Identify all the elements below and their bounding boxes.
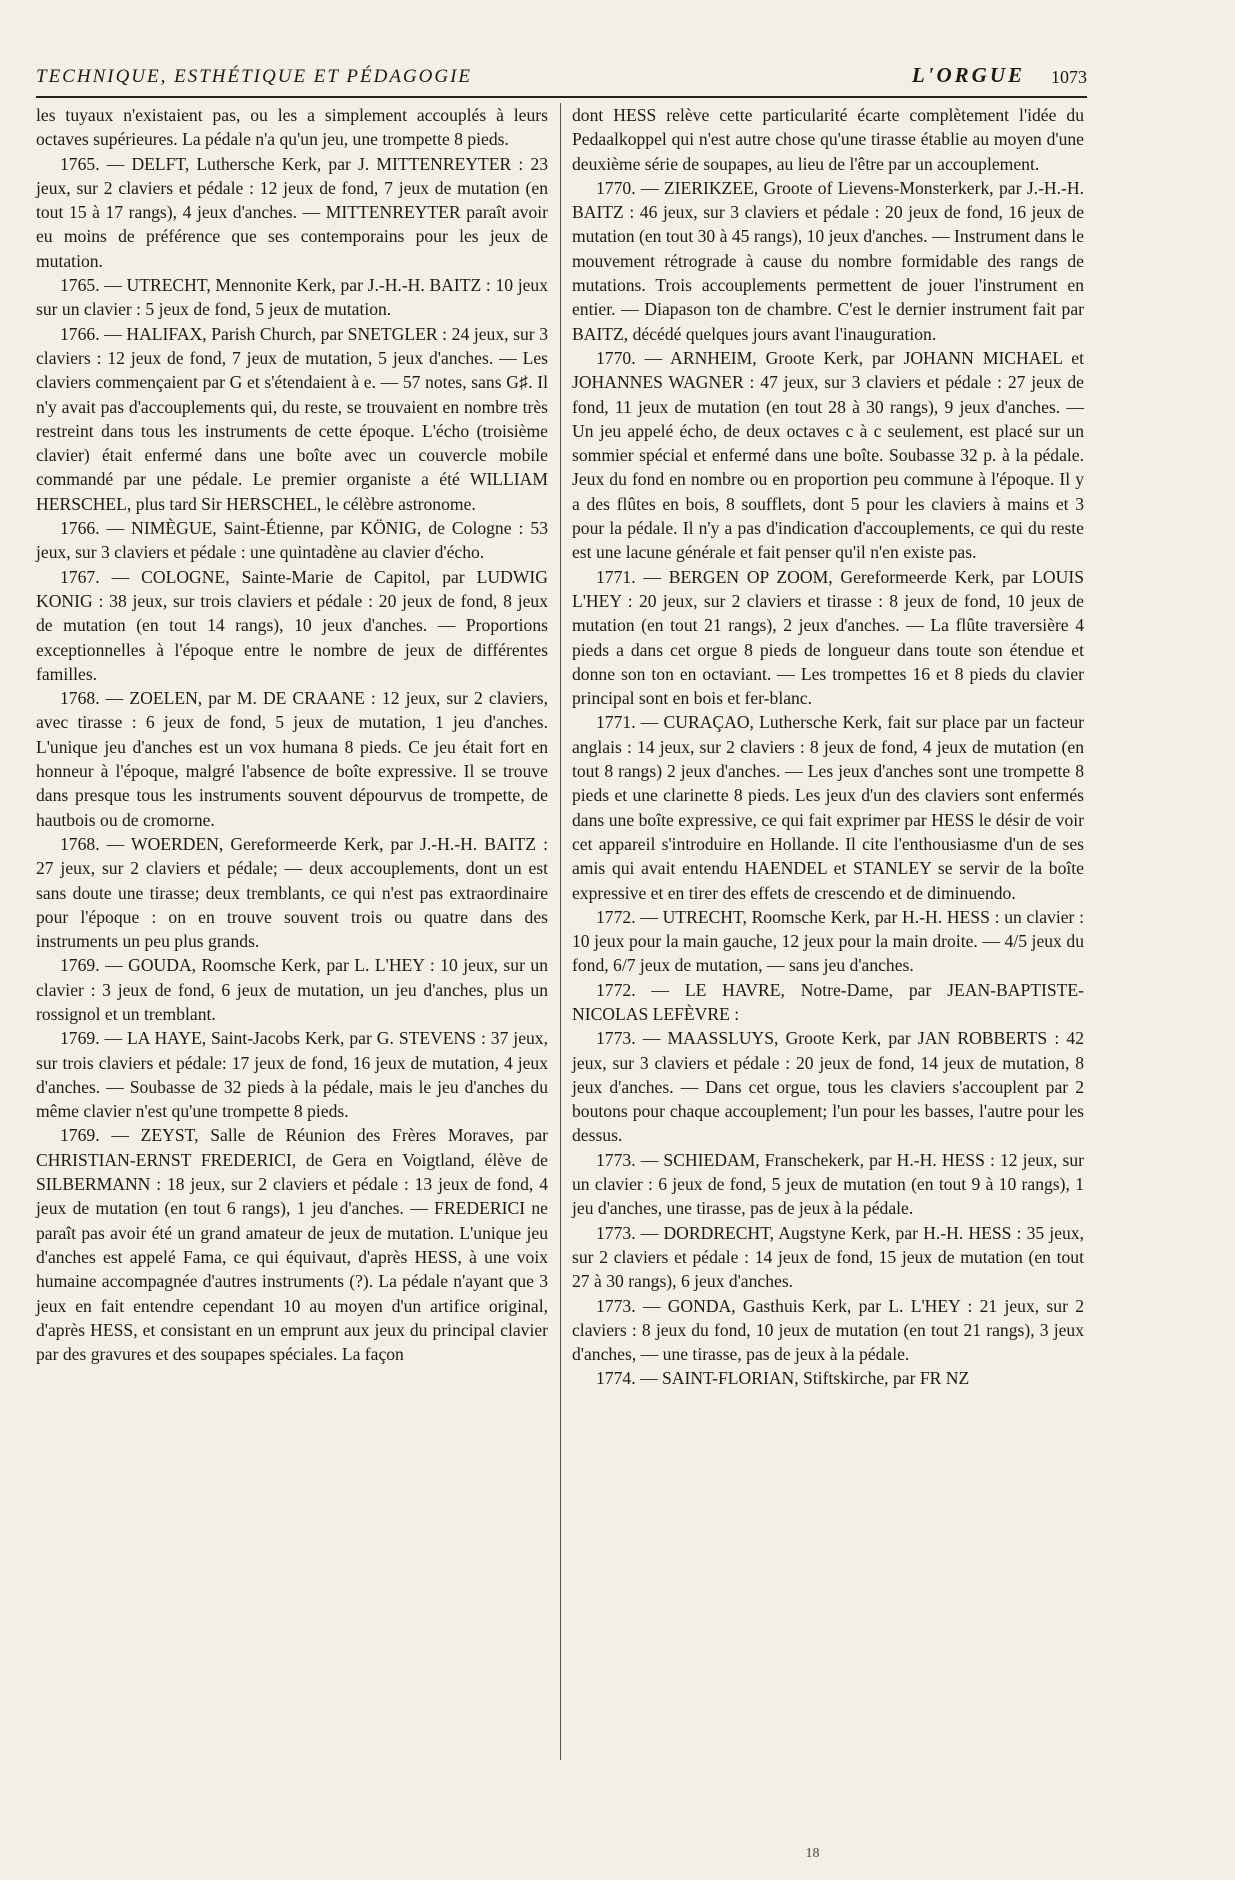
organ-entry: 1768. — ZOELEN, par M. DE CRAANE : 12 jeux, sur 2 claviers, avec tirasse : 6 jeux de fond, 5 jeux de mutation, 1 jeu d'anches. L'unique jeu d'anches est un vox humana 8 pieds. Ce jeu était fort en honneur à l'époque, malgré l'absence de boîte expressive. Il se trouve dans presque tous les instruments souvent dépourvus de trompette, de hautbois ou de cromorne. (36, 688, 548, 830)
organ-entry: 1766. — NIMÈGUE, Saint-Étienne, par KÖNIG, de Cologne : 53 jeux, sur 3 claviers et pédale : une quintadène au clavier d'écho. (36, 518, 548, 563)
organ-entry: 1773. — DORDRECHT, Augstyne Kerk, par H.-H. HESS : 35 jeux, sur 2 claviers et pédale : 14 jeux de fond, 15 jeux de mutation (en tout 27 à 30 rangs), 6 jeux d'anches. (572, 1222, 1084, 1292)
left-column (36, 103, 548, 1366)
organ-entry: 1770. — ARNHEIM, Groote Kerk, par JOHANN MICHAEL et JOHANNES WAGNER : 47 jeux, sur 3 claviers et pédale : 27 jeux de fond, 11 jeux de mutation (en tout 28 à 30 rangs), 9 jeux d'anches. — Un jeu appelé écho, de deux octaves c à c seulement, est placé sur un sommier spécial et enfermé dans une boîte. Soubasse 32 p. à la pédale. Jeux du fond en nombre ou en proportion peu commune à l'époque. Il y a des flûtes en bois, 8 soufflets, dont 5 pour les claviers à mains et 3 pour la pédale. Il n'y a pas d'indication d'accouplements, ce qui du reste est une lacune générale et fait penser qu'il n'en existe pas. (572, 347, 1084, 563)
section-title: TECHNIQUE, ESTHÉTIQUE ET PÉDAGOGIE (36, 66, 473, 87)
organ-entry: 1773. — GONDA, Gasthuis Kerk, par L. L'HEY : 21 jeux, sur 2 claviers : 8 jeux du fond, 10 jeux de mutation (en tout 21 rangs), 3 jeux d'anches, — une tirasse, pas de jeux à la pédale. (572, 1295, 1084, 1365)
paragraph: les tuyaux n'existaient pas, ou les a simplement accouplés à leurs octaves supérieures. La pédale n'a qu'un jeu, une trompette 8 pieds. (36, 105, 548, 150)
organ-entry: 1767. — COLOGNE, Sainte-Marie de Capitol, par LUDWIG KONIG : 38 jeux, sur trois claviers et pédale : 20 jeux de fond, 8 jeux de mutation (en tout 14 rangs), 10 jeux d'anches. — Proportions exceptionnelles à l'époque entre le nombre de jeux de différentes familles. (36, 566, 548, 684)
column-divider (560, 103, 561, 1760)
organ-entry: 1774. — SAINT-FLORIAN, Stiftskirche, par FR NZ (596, 1368, 970, 1389)
paragraph: dont HESS relève cette particularité écarte complètement l'idée du Pedaalkoppel qui n'est autre chose qu'une tirasse établie au moyen d'une deuxième série de soupapes, au lieu de l'être par un accouplement. (572, 105, 1084, 174)
organ-entry: 1769. — ZEYST, Salle de Réunion des Frères Moraves, par CHRISTIAN-ERNST FREDERICI, de Gera en Voigtland, élève de SILBERMANN : 18 jeux, sur 2 claviers et pédale : 13 jeux de fond, 4 jeux de mutation (en tout 6 rangs), 1 jeu d'anches. — FREDERICI ne paraît pas avoir été un grand amateur de jeux de mutation. L'unique jeu d'anches est appelé Fama, ce qui équivaut, d'après HESS, à une voix humaine accompagnée d'autres instruments (?). La pédale n'ayant que 3 jeux en fait entendre cependant 10 au moyen d'un artifice original, d'après HESS, et consistant en un emprunt aux jeux du principal clavier par des gravures et des soupapes spéciales. La façon (36, 1125, 548, 1365)
organ-entry: 1771. — CURAÇAO, Luthersche Kerk, fait sur place par un facteur anglais : 14 jeux, sur 2 claviers : 8 jeux de fond, 4 jeux de mutation (en tout 8 rangs) 2 jeux d'anches. — Les jeux d'anches sont une trompette 8 pieds et une clarinette 8 pieds. Les jeux d'un des claviers sont enfermés dans une boîte expressive, ce qui fait exprimer par HESS le désir de voir cet appareil s'introduire en Hollande. Il cite l'enthousiasme d'un de ses amis qui avait entendu HAENDEL et STANLEY se servir de la boîte expressive et en tirer des effets de crescendo et de diminuendo. (572, 712, 1084, 903)
right-column (572, 103, 1084, 1391)
organ-entry: 1769. — GOUDA, Roomsche Kerk, par L. L'HEY : 10 jeux, sur un clavier : 3 jeux de fond, 6 jeux de mutation, un jeu d'anches, plus un rossignol et un tremblant. (36, 955, 548, 1024)
organ-entry: 1769. — LA HAYE, Saint-Jacobs Kerk, par G. STEVENS : 37 jeux, sur trois claviers et pédale: 17 jeux de fond, 16 jeux de mutation, 4 jeux d'anches. — Soubasse de 32 pieds à la pédale, mais le jeu d'anches du même clavier n'est qu'une trompette 8 pieds. (36, 1028, 548, 1122)
organ-entry: 1766. — HALIFAX, Parish Church, par SNETGLER : 24 jeux, sur 3 claviers : 12 jeux de fond, 7 jeux de mutation, 5 jeux d'anches. — Les claviers commençaient par G et s'étendaient à e. — 57 notes, sans G♯. Il n'y avait pas d'accouplements qui, du reste, se trouvaient en nombre très restreint dans tous les instruments de cette époque. L'écho (troisième clavier) était enfermé dans une boîte avec un couvercle mobile commandé par une pédale. Le premier organiste a été WILLIAM HERSCHEL, plus tard Sir HERSCHEL, le célèbre astronome. (36, 323, 548, 514)
organ-entry: 1773. — MAASSLUYS, Groote Kerk, par JAN ROBBERTS : 42 jeux, sur 3 claviers et pédale : 20 jeux de fond, 14 jeux de mutation, 8 jeux d'anches. — Dans cet orgue, tous les claviers s'accouplent par 2 boutons pour chaque accouplement; l'un pour les basses, l'autre pour les dessus. (572, 1028, 1084, 1146)
organ-entry: 1765. — UTRECHT, Mennonite Kerk, par J.-H.-H. BAITZ : 10 jeux sur un clavier : 5 jeux de fond, 5 jeux de mutation. (36, 275, 548, 320)
signature-number: 18 (805, 1846, 820, 1861)
organ-entry: 1765. — DELFT, Luthersche Kerk, par J. MITTENREYTER : 23 jeux, sur 2 claviers et pédale : 12 jeux de fond, 7 jeux de mutation (en tout 15 à 17 rangs), 4 jeux d'anches. — MITTENREYTER paraît avoir eu moins de préférence que ses contemporains pour les jeux de mutation. (36, 153, 548, 271)
book-title: L'ORGUE (911, 63, 1025, 87)
organ-entry: 1772. — UTRECHT, Roomsche Kerk, par H.-H. HESS : un clavier : 10 jeux pour la main gauche, 12 jeux pour la main droite. — 4/5 jeux du fond, 6/7 jeux de mutation, — sans jeu d'anches. (572, 906, 1084, 976)
running-header (36, 63, 1087, 98)
signature-mark (0, 1846, 1235, 1862)
organ-entry: 1770. — ZIERIKZEE, Groote of Lievens-Monsterkerk, par J.-H.-H. BAITZ : 46 jeux, sur 3 claviers et pédale : 20 jeux de fond, 16 jeux de mutation (en tout 30 à 45 rangs), 10 jeux d'anches. — Instrument dans le mouvement rétrograde à cause du nombre formidable des rangs de mutations. Trois accouplements permettent de jouer l'instrument en entier. — Diapason ton de chambre. C'est le dernier instrument fait par BAITZ, décédé quelques jours avant l'inauguration. (572, 177, 1084, 344)
organ-entry: 1773. — SCHIEDAM, Franschekerk, par H.-H. HESS : 12 jeux, sur un clavier : 6 jeux de fond, 5 jeux de mutation (en tout 9 à 10 rangs), 1 jeu d'anches, une tirasse, pas de jeux à la pédale. (572, 1149, 1084, 1219)
organ-entry: 1768. — WOERDEN, Gereformeerde Kerk, par J.-H.-H. BAITZ : 27 jeux, sur 2 claviers et pédale; — deux accouplements, dont un est sans doute une tirasse; deux tremblants, ce qui n'est pas extraordinaire pour l'époque : on en trouve souvent trois ou quatre dans des instruments un peu plus grands. (36, 833, 548, 952)
organ-entry: 1771. — BERGEN OP ZOOM, Gereformeerde Kerk, par LOUIS L'HEY : 20 jeux, sur 2 claviers et tirasse : 8 jeux de fond, 10 jeux de mutation (en tout 21 rangs), 2 jeux d'anches. — La flûte traversière 4 pieds a dans cet orgue 8 pieds de longueur dans toute son étendue et donne son ton en octaviant. — Les trompettes 16 et 8 pieds du clavier principal sont en bois et fer-blanc. (572, 566, 1084, 709)
organ-entry: 1772. — LE HAVRE, Notre-Dame, par JEAN-BAPTISTE-NICOLAS LEFÈVRE : (572, 979, 1084, 1024)
page-number: 1073 (1051, 67, 1087, 87)
